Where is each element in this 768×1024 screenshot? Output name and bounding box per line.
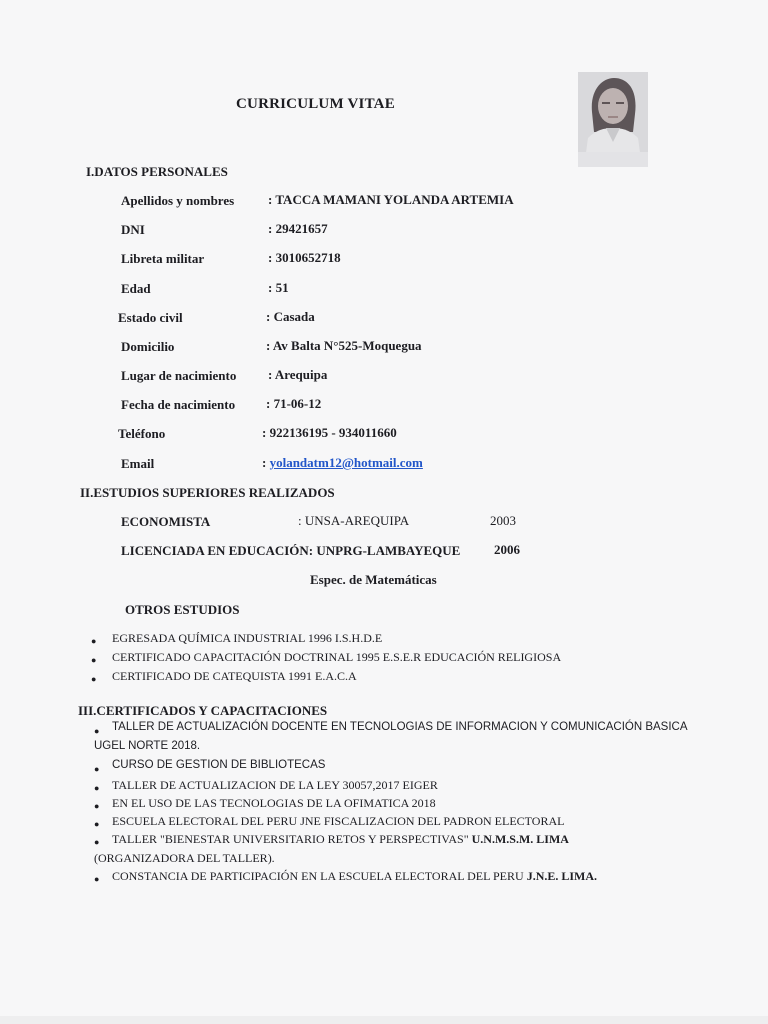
value-phone: : 922136195 - 934011660	[262, 425, 397, 440]
value-email	[262, 455, 423, 471]
label-dni: DNI	[121, 222, 145, 237]
profile-photo	[578, 72, 648, 167]
other-study-item: CERTIFICADO CAPACITACIÓN DOCTRINAL 1995 E.S.E.R EDUCACIÓN RELIGIOSA	[112, 650, 562, 664]
value-age: : 51	[268, 280, 289, 295]
study-economist-title: ECONOMISTA	[121, 514, 211, 529]
value-military-id: : 3010652718	[268, 250, 341, 265]
bullet-icon: ●	[94, 726, 100, 736]
value-civil-status: : Casada	[266, 309, 315, 324]
value-birthdate: : 71-06-12	[266, 396, 322, 411]
study-education-year: 2006	[494, 542, 520, 557]
value-full-name: : TACCA MAMANI YOLANDA ARTEMIA	[268, 192, 514, 207]
scan-edge	[0, 1016, 768, 1024]
study-economist-place: : UNSA-AREQUIPA	[298, 513, 410, 528]
cert-item-6-text: TALLER "BIENESTAR UNIVERSITARIO RETOS Y PERSPECTIVAS"	[112, 832, 469, 846]
section-certs-heading: III.CERTIFICADOS Y CAPACITACIONES	[78, 703, 328, 718]
label-full-name: Apellidos y nombres	[121, 193, 235, 208]
cert-item-5: ESCUELA ELECTORAL DEL PERU JNE FISCALIZACION DEL PADRON ELECTORAL	[112, 814, 565, 828]
cert-item-7	[112, 869, 597, 884]
study-education-title: LICENCIADA EN EDUCACIÓN: UNPRG-LAMBAYEQUE	[121, 543, 461, 558]
portrait-image	[578, 72, 648, 167]
cert-item-1-cont: UGEL NORTE 2018.	[94, 740, 201, 752]
label-civil-status: Estado civil	[118, 310, 183, 325]
bullet-icon: ●	[94, 819, 100, 829]
bullet-icon: ●	[91, 636, 97, 646]
label-birthdate: Fecha de nacimiento	[121, 397, 236, 412]
study-specialization: Espec. de Matemáticas	[310, 572, 437, 587]
value-address: : Av Balta N°525-Moquegua	[266, 338, 422, 353]
label-email: Email	[121, 456, 155, 471]
other-study-item: CERTIFICADO DE CATEQUISTA 1991 E.A.C.A	[112, 669, 357, 683]
bullet-icon: ●	[91, 674, 97, 684]
section-studies-heading: II.ESTUDIOS SUPERIORES REALIZADOS	[80, 485, 335, 500]
bullet-icon: ●	[94, 783, 100, 793]
study-economist-year: 2003	[490, 513, 516, 528]
label-military-id: Libreta militar	[121, 251, 205, 266]
bullet-icon: ●	[94, 764, 100, 774]
cert-item-7-org: J.N.E. LIMA.	[526, 869, 598, 883]
label-phone: Teléfono	[118, 426, 166, 441]
cert-item-3: TALLER DE ACTUALIZACION DE LA LEY 30057,2017 EIGER	[112, 778, 438, 792]
email-colon: :	[262, 455, 270, 470]
label-age: Edad	[121, 281, 151, 296]
cert-item-6-org: U.N.M.S.M. LIMA	[468, 832, 569, 846]
cert-item-4: EN EL USO DE LAS TECNOLOGIAS DE LA OFIMATICA 2018	[112, 796, 436, 810]
other-study-item: EGRESADA QUÍMICA INDUSTRIAL 1996 I.S.H.D.E	[112, 631, 383, 645]
label-address: Domicilio	[121, 339, 175, 354]
label-birthplace: Lugar de nacimiento	[121, 368, 237, 383]
cert-item-1: TALLER DE ACTUALIZACIÓN DOCENTE EN TECNOLOGIAS DE INFORMACION Y COMUNICACIÓN BASICA	[112, 721, 688, 733]
page-title: CURRICULUM VITAE	[236, 96, 395, 112]
bullet-icon: ●	[91, 655, 97, 665]
value-birthplace: : Arequipa	[268, 367, 328, 382]
other-studies-heading: OTROS ESTUDIOS	[125, 602, 240, 617]
email-link[interactable]: yolandatm12@hotmail.com	[269, 455, 423, 470]
bullet-icon: ●	[94, 837, 100, 847]
cert-item-6-cont: (ORGANIZADORA DEL TALLER).	[94, 851, 275, 865]
cert-item-2: CURSO DE GESTION DE BIBLIOTECAS	[112, 759, 326, 771]
value-dni: : 29421657	[268, 221, 328, 236]
bullet-icon: ●	[94, 874, 100, 884]
cert-item-6	[112, 832, 569, 847]
cert-item-7-text: CONSTANCIA DE PARTICIPACIÓN EN LA ESCUELA ELECTORAL DEL PERU	[112, 869, 527, 883]
section-personal-heading: I.DATOS PERSONALES	[86, 164, 228, 179]
bullet-icon: ●	[94, 801, 100, 811]
